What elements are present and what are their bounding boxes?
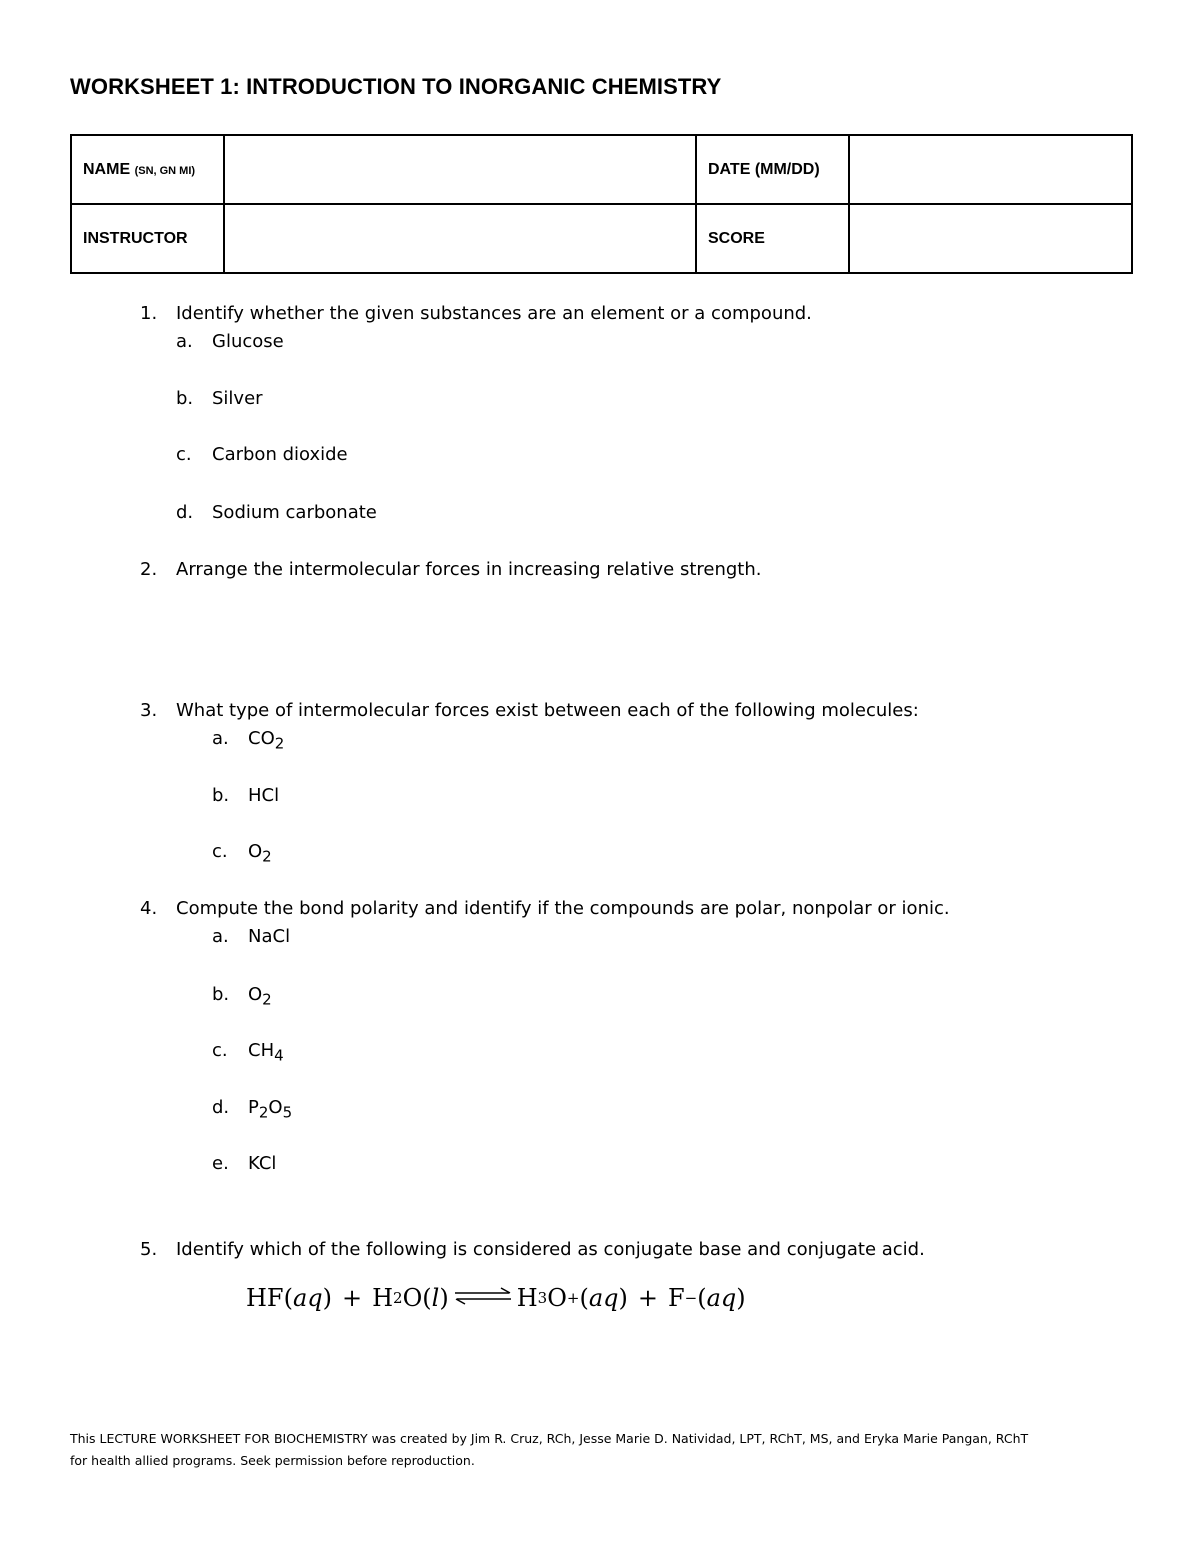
question-number: 2. (140, 559, 158, 580)
question-text: Arrange the intermolecular forces in increasing relative strength. (176, 559, 762, 580)
question-text: Compute the bond polarity and identify if the compounds are polar, nonpolar or ionic. (176, 898, 950, 919)
q4-option-b: b. $O_2$ (212, 984, 272, 1009)
score-field[interactable] (849, 204, 1132, 273)
q4-option-a: a. NaCl (212, 926, 291, 947)
student-info-table (70, 134, 1133, 274)
q4-option-e: e. KCl (212, 1153, 277, 1174)
question-2 (140, 559, 761, 580)
footer-line-1: This LECTURE WORKSHEET FOR BIOCHEMISTRY was created by Jim R. Cruz, RCh, Jesse Marie D. Natividad, LPT, RChT, MS, and Eryka Marie Pangan, RChT (70, 1431, 1029, 1446)
question-number: 5. (140, 1239, 158, 1260)
instructor-field[interactable] (224, 204, 696, 273)
name-format-hint: (SN, GN MI) (134, 164, 196, 177)
footer-line-2: for health allied programs. Seek permission before reproduction. (70, 1453, 475, 1468)
question-5 (140, 1239, 925, 1260)
name-label: NAME (SN, GN MI) (71, 135, 224, 204)
question-text: Identify whether the given substances are an element or a compound. (176, 303, 812, 324)
q1-option-b: b. Silver (176, 388, 263, 409)
q3-option-b: b. HCl (212, 785, 280, 806)
question-1 (140, 303, 812, 324)
q1-option-c: c. Carbon dioxide (176, 444, 348, 465)
q4-option-d: d. $P_2O_5$ (212, 1097, 293, 1122)
date-label: DATE (MM/DD) (696, 135, 849, 204)
date-field[interactable] (849, 135, 1132, 204)
chemical-equation: HF( aq ) + H 2 O( l ) H 3 O + ( aq ) + F − ( aq ) (246, 1284, 746, 1312)
question-text: What type of intermolecular forces exist between each of the following molecules: (176, 700, 919, 721)
name-field[interactable] (224, 135, 696, 204)
score-label: SCORE (696, 204, 849, 273)
footer-credits (70, 1428, 1130, 1472)
question-3 (140, 700, 919, 721)
info-row-instructor (71, 204, 1132, 273)
question-number: 1. (140, 303, 158, 324)
worksheet-title: WORKSHEET 1: INTRODUCTION TO INORGANIC CHEMISTRY (70, 74, 722, 99)
q3-option-a: a. $CO_2$ (212, 728, 285, 753)
question-number: 4. (140, 898, 158, 919)
q1-option-d: d. Sodium carbonate (176, 502, 377, 523)
info-row-name (71, 135, 1132, 204)
equilibrium-arrow-icon (453, 1284, 513, 1312)
instructor-label: INSTRUCTOR (71, 204, 224, 273)
question-4 (140, 898, 950, 919)
q3-option-c: c. $O_2$ (212, 841, 272, 866)
q1-option-a: a. Glucose (176, 331, 284, 352)
q4-option-c: c. $CH_4$ (212, 1040, 284, 1065)
question-number: 3. (140, 700, 158, 721)
question-text: Identify which of the following is considered as conjugate base and conjugate acid. (176, 1239, 925, 1260)
